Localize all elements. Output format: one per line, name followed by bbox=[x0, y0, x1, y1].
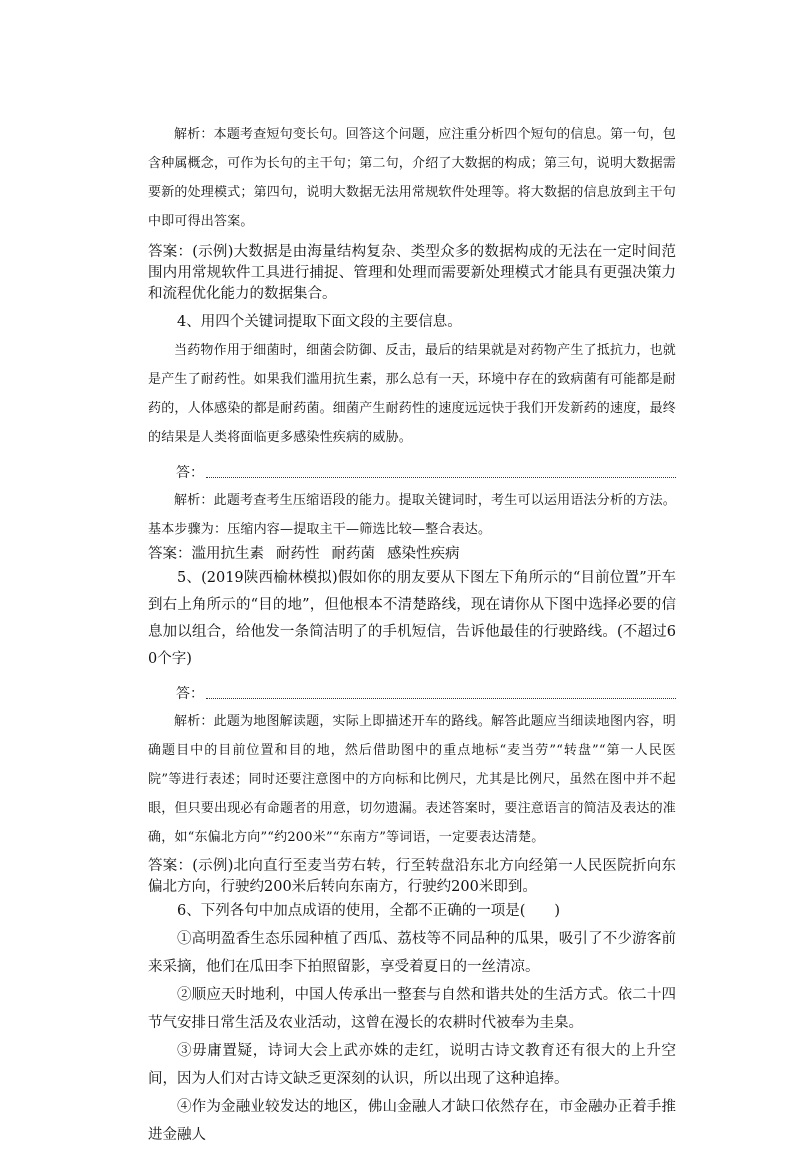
answer-label: 答案： bbox=[148, 546, 192, 562]
explanation-q4: 解析：此题考查考生压缩语段的能力。提取关键词时，考生可以运用语法分析的方法。基本步骤为：压缩内容—提取主干—筛选比较—整合表达。 bbox=[148, 493, 676, 537]
choice-3: ③毋庸置疑，诗词大会上武亦姝的走红，说明古诗文教育还有很大的上升空间，因为人们对古诗文缺乏更深刻的认识，所以出现了这种追捧。 bbox=[148, 1043, 676, 1087]
answer-q3: 答案：(示例)大数据是由海量结构复杂、类型众多的数据构成的无法在一定时间范围内用常规软件工具进行捕捉、管理和处理而需要新处理模式才能具有更强决策力和流程优化能力的数据集合。 bbox=[148, 244, 676, 302]
question-6: 6、下列各句中加点成语的使用，全都不正确的一项是( ) bbox=[177, 903, 561, 919]
keyword: 感染性疾病 bbox=[387, 546, 460, 562]
answer-q4 bbox=[148, 544, 676, 565]
keyword: 耐药菌 bbox=[331, 546, 375, 562]
answer-dotted-line bbox=[206, 465, 676, 478]
question-4: 4、用四个关键词提取下面文段的主要信息。 bbox=[177, 314, 462, 330]
choice-1: ①高明盈香生态乐园种植了西瓜、荔枝等不同品种的瓜果，吸引了不少游客前来采摘，他们在瓜田李下拍照留影，享受着夏日的一丝清凉。 bbox=[148, 931, 676, 975]
keyword: 滥用抗生素 bbox=[191, 546, 264, 562]
answer-q5: 答案：(示例)北向直行至麦当劳右转，行至转盘沿东北方向经第一人民医院折向东偏北方向，行驶约200米后转向东南方，行驶约200米即到。 bbox=[148, 858, 676, 895]
question-5: 5、(2019陕西榆林模拟)假如你的朋友要从下图左下角所示的“目前位置”开车到右上角所示的“目的地”，但他根本不清楚路线，现在请你从下图中选择必要的信息加以组合，给他发一条简洁明了的手机短信，告诉他最佳的行驶路线。(不超过60个字) bbox=[148, 570, 676, 667]
answer-dotted-line bbox=[206, 686, 676, 699]
document-content bbox=[148, 120, 676, 1149]
answer-label: 答： bbox=[176, 686, 204, 702]
explanation-q5: 解析：此题为地图解读题，实际上即描述开车的路线。解答此题应当细读地图内容，明确题目中的目前位置和目的地，然后借助图中的重点地标“麦当劳”“转盘”“第一人民医院”等进行表述；同时还要注意图中的方向标和比例尺，尤其是比例尺，虽然在图中并不起眼，但只要出现必有命题者的用意，切勿遗漏。表述答案时，要注意语言的简洁及表达的准确，如“东偏北方向”“约200米”“东南方”等词语，一定要表达清楚。 bbox=[148, 714, 677, 845]
choice-4: ④作为金融业较发达的地区，佛山金融人才缺口依然存在，市金融办正着手推进金融人 bbox=[148, 1099, 676, 1143]
answer-blank-q5[interactable] bbox=[148, 677, 676, 703]
choice-2: ②顺应天时地利，中国人传承出一整套与自然和谐共处的生活方式。依二十四节气安排日常生活及农业活动，这曾在漫长的农耕时代被奉为圭臬。 bbox=[148, 987, 676, 1031]
answer-blank-q4[interactable] bbox=[148, 456, 676, 482]
answer-label: 答： bbox=[176, 465, 204, 481]
keyword: 耐药性 bbox=[276, 546, 320, 562]
passage-q4: 当药物作用于细菌时，细菌会防御、反击，最后的结果就是对药物产生了抵抗力，也就是产生了耐药性。如果我们滥用抗生素，那么总有一天，环境中存在的致病菌有可能都是耐药的，人体感染的都是耐药菌。细菌产生耐药性的速度远远快于我们开发新药的速度，最终的结果是人类将面临更多感染性疾病的威胁。 bbox=[148, 343, 677, 445]
explanation-q3: 解析：本题考查短句变长句。回答这个问题，应注重分析四个短句的信息。第一句，包含种属概念，可作为长句的主干句；第二句，介绍了大数据的构成；第三句，说明大数据需要新的处理模式；第四句，说明大数据无法用常规软件处理等。将大数据的信息放到主干句中即可得出答案。 bbox=[148, 127, 677, 229]
